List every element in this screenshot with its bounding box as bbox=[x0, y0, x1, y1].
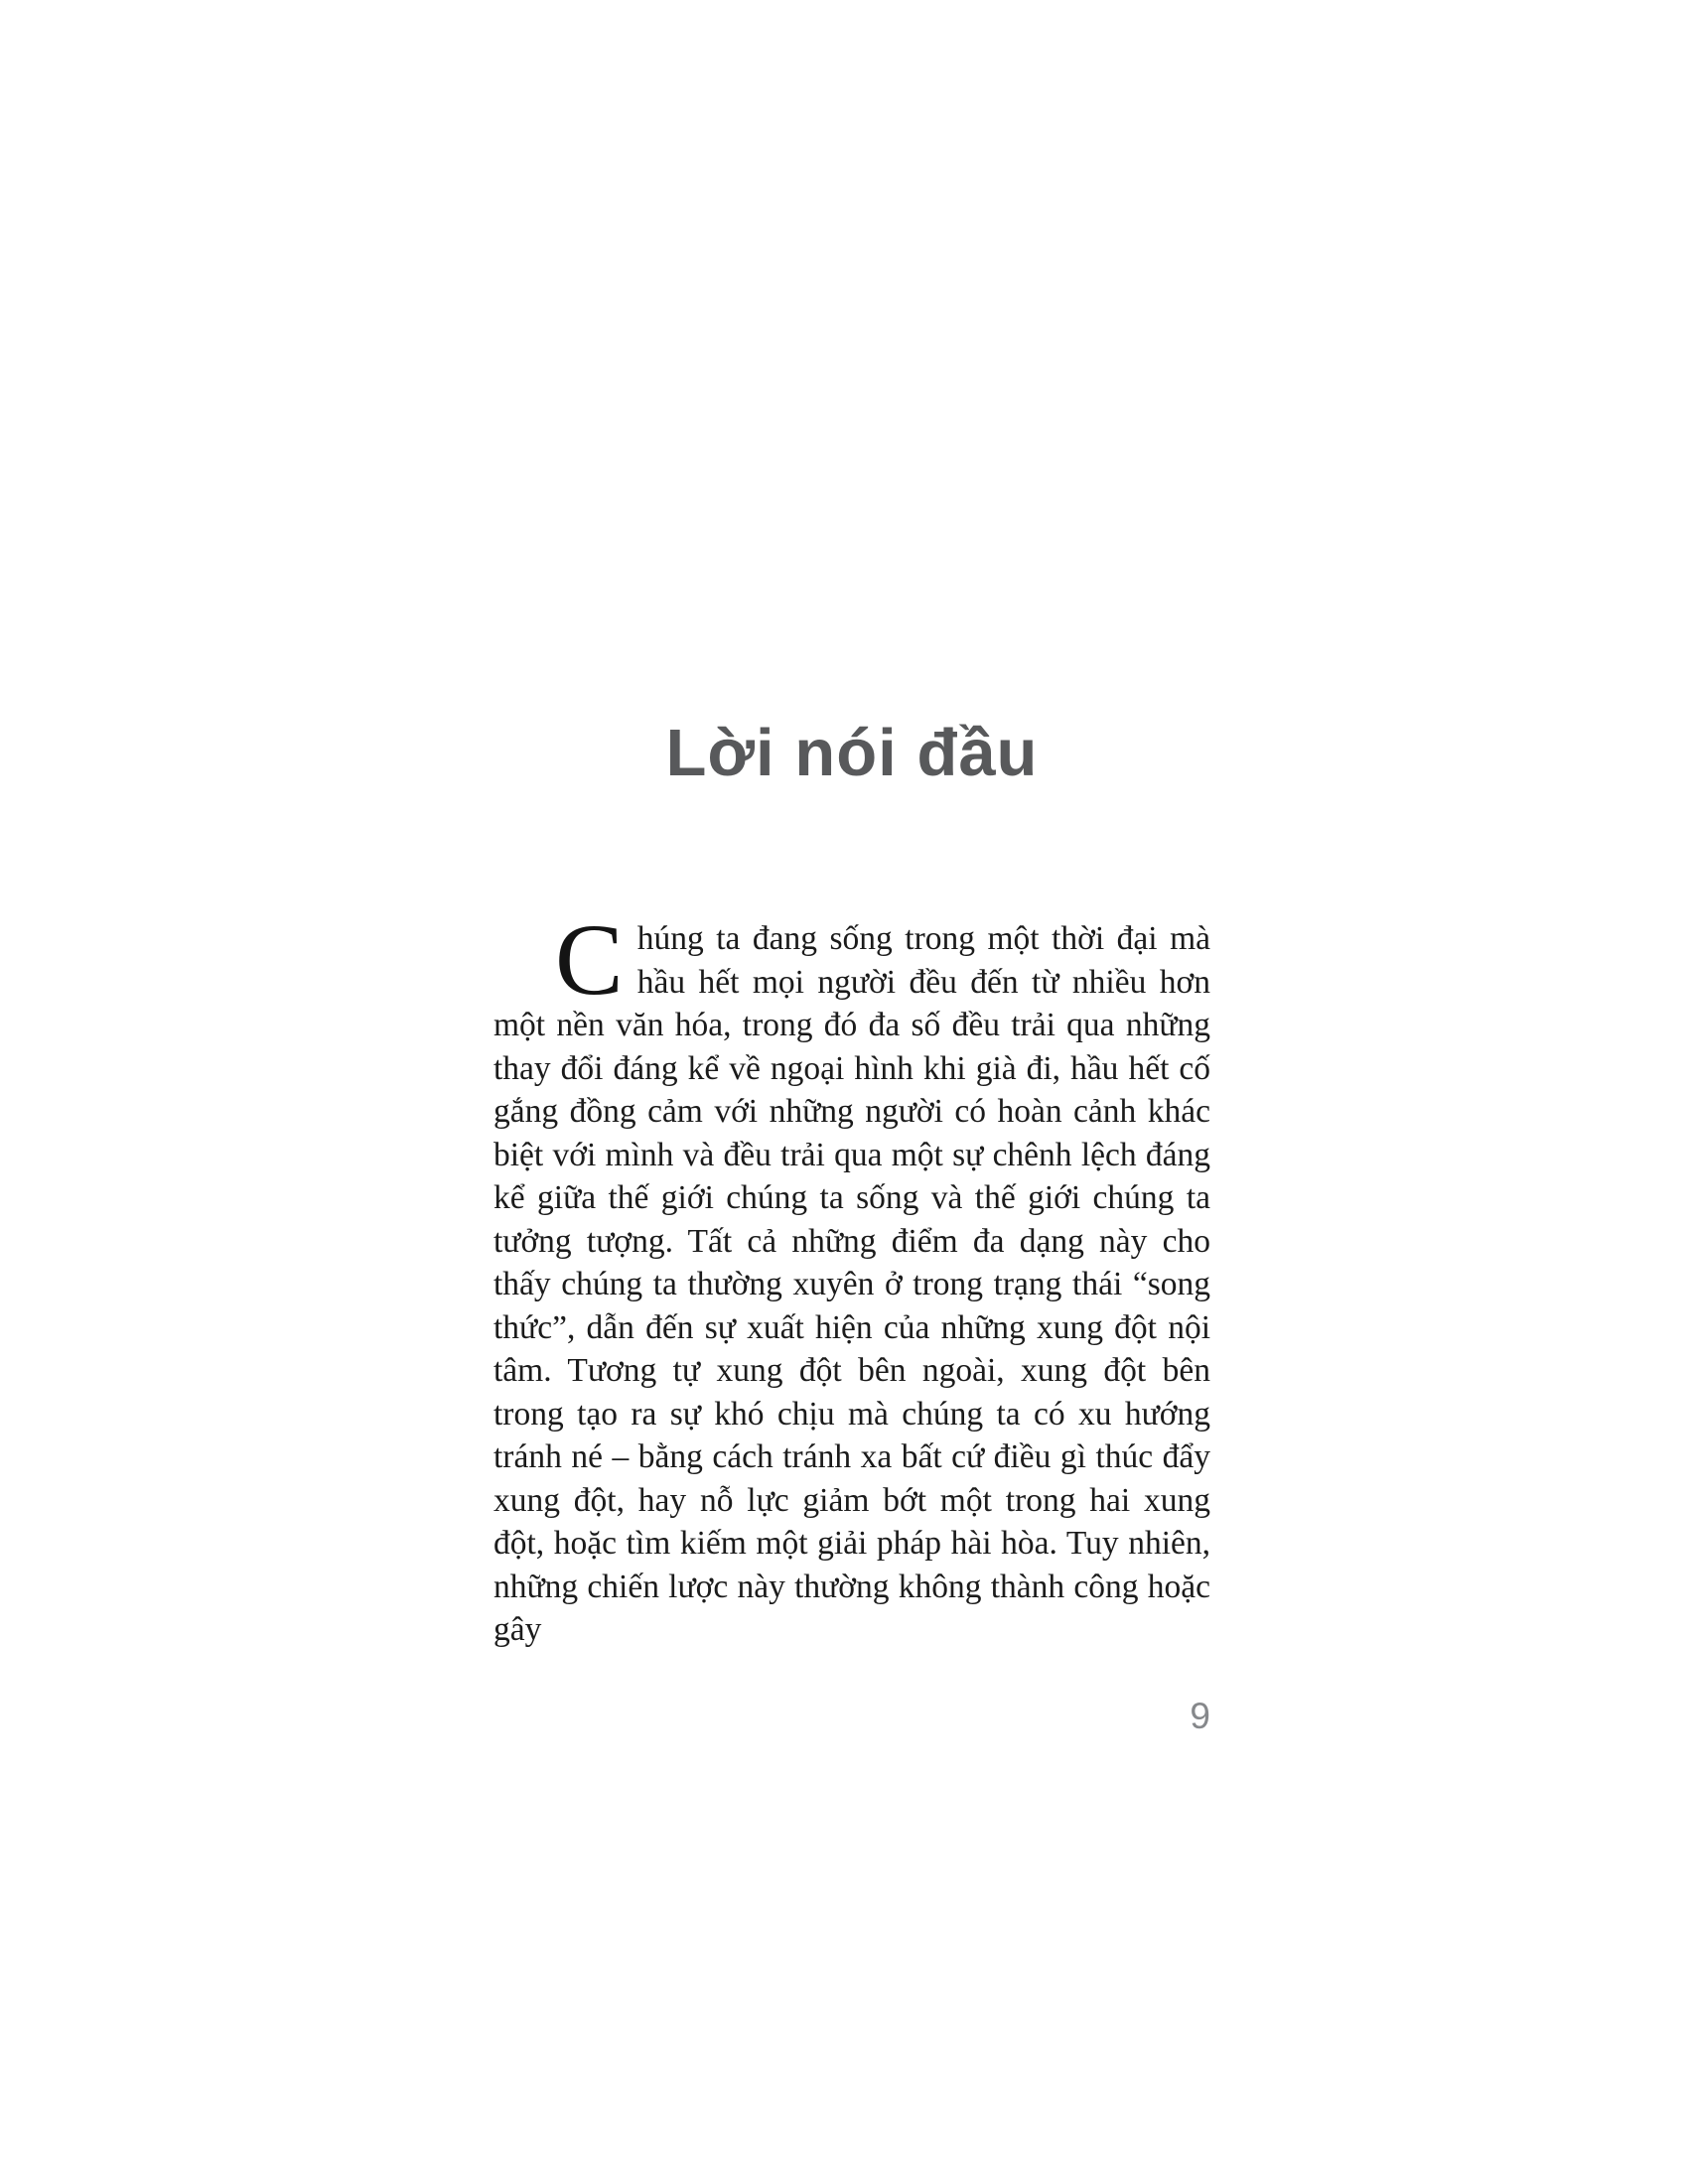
drop-cap: C bbox=[555, 903, 624, 1017]
body-paragraph bbox=[493, 903, 1210, 1652]
page-number: 9 bbox=[1190, 1696, 1210, 1736]
paragraph-text: húng ta đang sống trong một thời đại mà hầu hết mọi người đều đến từ nhiều hơn một nền văn hóa, trong đó đa số đều trải qua những thay đổi đáng kể về ngoại hình khi già đi, hầu hết cố gắng đồng cảm với những người có hoàn cảnh khác biệt với mình và đều trải qua một sự chênh lệch đáng kể giữa thế giới chúng ta sống và thế giới chúng ta tưởng tượng. Tất cả những điểm đa dạng này cho thấy chúng ta thường xuyên ở trong trạng thái “song thức”, dẫn đến sự xuất hiện của những xung đột nội tâm. Tương tự xung đột bên ngoài, xung đột bên trong tạo ra sự khó chịu mà chúng ta có xu hướng tránh né – bằng cách tránh xa bất cứ điều gì thúc đẩy xung đột, hay nỗ lực giảm bớt một trong hai xung đột, hoặc tìm kiếm một giải pháp hài hòa. Tuy nhiên, những chiến lược này thường không thành công hoặc gây bbox=[493, 920, 1210, 1648]
chapter-title: Lời nói đầu bbox=[665, 716, 1039, 790]
